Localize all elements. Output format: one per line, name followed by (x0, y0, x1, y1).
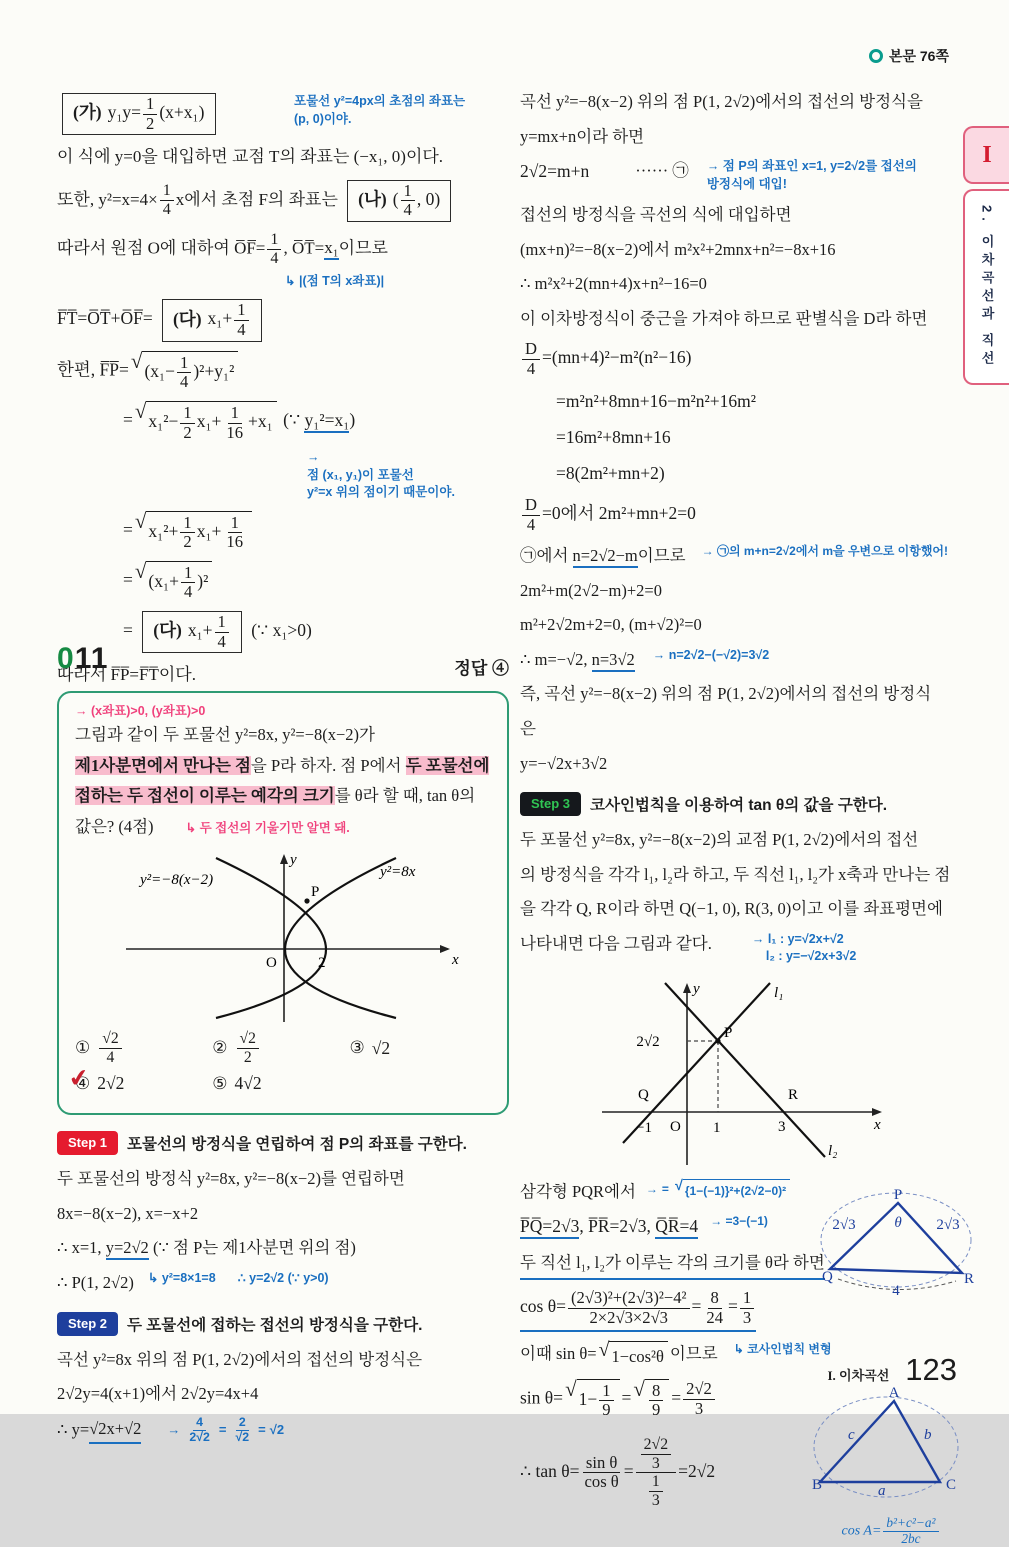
annotation-y-value: ↳ y²=8×1=8 ∴ y=2√2 (∵ y>0) (148, 1270, 329, 1288)
discriminant-line-4: =8(2m²+mn+2) (556, 462, 665, 483)
annotation-cosine-law: ↳ 코사인법칙 변형 (734, 1341, 832, 1358)
conclusion-line: 따라서 F̅P̅=F̅T̅이다. (57, 665, 196, 685)
annotation-xcoord: ↳ |(점 T의 x좌표)| (285, 273, 509, 291)
tangent-lines-diagram (590, 975, 900, 1170)
step1-section (57, 1131, 509, 1295)
step2-badge: Step 2 (57, 1312, 118, 1336)
fraction: $\frac{1}{16}$ (226, 512, 244, 552)
vertex-a-label: A (888, 1384, 900, 1401)
underlined-term: y=2√2 (106, 1238, 149, 1260)
fraction: $\frac{1}{4}$ (181, 564, 195, 602)
triangle-text (520, 1179, 842, 1370)
text-line: 이 이차방정식이 중근을 가져야 하므로 판별식을 D라 하면 (520, 308, 928, 328)
text-line: 두 포물선 y²=8x, y²=−8(x−2)의 교점 P(1, 2√2)에서의 접선 (520, 830, 919, 850)
vertex-c-label: C (946, 1476, 957, 1493)
y-axis-arrow-icon (280, 854, 288, 864)
text-line: 의 방정식을 각각 l₁, l₂라 하고, 두 직선 l₁, l₂가 x축과 만나는 점 (520, 864, 951, 884)
arrow-icon (167, 1420, 180, 1440)
text-line: 을 각각 Q, R이라 하면 Q(−1, 0), R(3, 0)이고 이를 좌표평면에 (520, 899, 943, 919)
fraction: $\frac{1}{2}$ (143, 95, 157, 133)
formula-row-na: 또한, y²=x=4× $\frac{1}{4}$ x에서 초점 F의 좌표는 (나) ( $\frac{1}{4}$ , 0) (57, 180, 509, 222)
text-line: y=−√2x+3√2 (520, 753, 608, 773)
vertex-r-label: R (964, 1270, 975, 1287)
underlined-term: n=3√2 (592, 650, 635, 672)
step1-header: Step 1 포물선의 방정식을 연립하여 점 P의 좌표를 구한다. (57, 1131, 509, 1157)
underlined-term: x₁ (324, 238, 338, 260)
annotation-slope: ↳ 두 접선의 기울기만 알면 돼. (186, 821, 350, 835)
statement-line-2: 제1사분면에서 만나는 점을 P라 하자. 점 P에서 두 포물선에 (75, 755, 490, 775)
text-line: y=mx+n이라 하면 (520, 126, 645, 146)
underlined-term: P̅Q̅=2√3 (520, 1216, 579, 1239)
discriminant-line-2: =m²n²+8mn+16−m²n²+16m² (556, 390, 757, 411)
x-axis-label: x (452, 952, 459, 969)
fraction: $\frac{8}{24}$ (706, 1288, 724, 1327)
choice-5: ⑤ 4√2 (212, 1073, 262, 1094)
radical: √ 1−cos²θ (599, 1341, 668, 1370)
choices-row-2 (75, 1070, 491, 1097)
choice-4-selected: ✔ ④ 2√2 (75, 1070, 212, 1097)
radical: √ (x₁+ $\frac{1}{4}$ )² (135, 561, 212, 602)
y-axis-label: y (693, 980, 700, 997)
annotation-qr-length: → =3−(−1) (710, 1213, 768, 1230)
right-curve-label: y²=8x (380, 864, 416, 881)
sin-tan-block (520, 1376, 972, 1547)
formula: (x+x₁) (159, 102, 205, 123)
tick-1-label: 1 (713, 1119, 721, 1136)
choice-1: ① √2 4 (75, 1030, 212, 1066)
choices-row-1 (75, 1030, 491, 1066)
fraction: $\frac{1}{2}$ (180, 404, 194, 442)
fraction: √2 4 (99, 1030, 121, 1066)
footer-page-number: 123 (905, 1352, 957, 1387)
da-label: (다) (153, 620, 182, 641)
l2-label: l₂ (828, 1142, 838, 1159)
step2-header: Step 2 두 포물선에 접하는 접선의 방정식을 구한다. (57, 1312, 509, 1338)
tangent-equation: ∴ tan θ= $\frac{\text{sin θ}}{\text{cos θ}}$ = $\frac{\frac{2√2}{3}}{\frac{1}{3}}$ =2√2 (520, 1436, 716, 1510)
answer-box-ga (62, 93, 216, 135)
footer-section-label: I. 이차곡선 (827, 1368, 890, 1383)
side-a-label: a (878, 1482, 886, 1499)
sin-tan-text (520, 1376, 823, 1510)
text-line: P̅Q̅=2√3, P̅R̅=2√3, Q̅R̅=4 → =3−(−1) (520, 1213, 842, 1240)
text-line: ∴ P(1, 2√2) ↳ y²=8×1=8 ∴ y=2√2 (∵ y>0) (57, 1270, 509, 1296)
x-axis-label: x (874, 1116, 881, 1133)
text-line: 이 식에 y=0을 대입하면 교점 T의 좌표는 (−x₁, 0)이다. (57, 147, 444, 167)
underlined-term: Q̅R̅=4 (655, 1216, 698, 1239)
right-column (520, 80, 975, 1547)
text-line: ∴ m=−√2, n=3√2 → n=2√2−(−√2)=3√2 (520, 647, 972, 673)
na-label: (나) (358, 188, 387, 209)
answer-box-da-2: (다) x₁+ $\frac{1}{4}$ (142, 611, 242, 653)
text-line: (mx+n)²=−8(x−2)에서 m²x²+2mnx+n²=−8x+16 (520, 239, 836, 259)
vertex-p-label: P (893, 1186, 903, 1203)
doc-reference-label: 본문 76쪽 (888, 48, 949, 64)
annotation-pq-length: → = √ {1−(−1)}²+(2√2−0)² (646, 1179, 792, 1201)
problem-header (57, 636, 509, 683)
ga-label: (가) (73, 102, 102, 123)
fp-line-0: 한편, F̅P̅= √ (x₁− $\frac{1}{4}$ )²+y₁² (57, 351, 509, 392)
fraction: $\frac{1}{4}$ (234, 301, 248, 339)
triangle-pqr-figure (816, 1187, 976, 1302)
annotation-slope-calc: → $\frac{4}{2√2}$ = $\frac{2}{√2}$ = √2 (167, 1416, 284, 1445)
fraction: $\frac{1}{4}$ (401, 182, 415, 220)
fraction: $\frac{1}{9}$ (599, 1382, 613, 1420)
text-line: 2√2y=4(x+1)에서 2√2y=4x+4 (57, 1384, 259, 1404)
tick-2-label: 2 (318, 955, 326, 972)
tick-3-label: 3 (778, 1118, 786, 1135)
problem-011-section (57, 636, 509, 1453)
point-r-label: R (788, 1086, 799, 1103)
point-p-dot (715, 1038, 720, 1043)
text-line: ∴ y= √2x+√2 → $\frac{4}{2√2}$ = $\frac{2}{√2}$ = √2 (57, 1416, 509, 1445)
step2-section (57, 1312, 509, 1445)
annotation-line-equations: → l₁ : y=√2x+√2 l₂ : y=−√2x+3√2 (752, 931, 857, 966)
text-line: 2√2=m+n ······ ㉠ → 점 P의 좌표인 x=1, y=2√2를 접선의 방정식에 대입! (520, 158, 972, 193)
point-p-label: P (311, 884, 320, 901)
triangle-abc-figure-wrap (806, 1384, 976, 1547)
parabola-diagram (98, 846, 468, 1024)
x-axis-arrow-icon (440, 945, 450, 953)
y-axis-arrow-icon (683, 983, 691, 993)
radical: √ {1−(−1)}²+(2√2−0)² (675, 1179, 790, 1201)
fraction: $\frac{1}{16}$ (226, 402, 244, 442)
fp-line-1: = √ x₁²− $\frac{1}{2}$ x₁+ $\frac{1}{16}$ +x₁ (∵ y₁²=x₁) (123, 398, 356, 442)
side-pq-label: 2√3 (832, 1216, 856, 1233)
choice-3: ③ √2 (349, 1037, 391, 1058)
radical: √ 1− $\frac{1}{9}$ (565, 1379, 619, 1420)
cosine-law-caption: cos A= $\frac{\text{b²+c²−a²}}{2bc}$ (806, 1516, 976, 1547)
step1-badge: Step 1 (57, 1131, 118, 1155)
fraction: $\frac{1}{4}$ (215, 613, 229, 651)
problem-number: 011 (57, 642, 109, 675)
statement-line-1: 그림과 같이 두 포물선 y²=8x, y²=−8(x−2)가 (75, 725, 375, 744)
choice-2: ② √2 2 (212, 1030, 349, 1066)
cosine-equation: cos θ= $\frac{\text{(2√3)²+(2√3)²−4²}}{2\times 2√3\times 2√3}$ = $\frac{8}{24}$ = $\frac{1}{3}$ (520, 1289, 842, 1332)
text-line: 곡선 y²=8x 위의 점 P(1, 2√2)에서의 접선의 방정식은 (57, 1349, 423, 1369)
step3-badge: Step 3 (520, 792, 581, 816)
text-line: 삼각형 PQR에서 → = √ {1−(−1)}²+(2√2−0)² (520, 1179, 842, 1205)
underlined-term: n=2√2−m (573, 546, 638, 568)
vertex-q-label: Q (822, 1268, 833, 1285)
point-q-label: Q (638, 1086, 649, 1103)
radical: √ (x₁− $\frac{1}{4}$ )²+y₁² (131, 351, 238, 392)
page-footer (827, 1352, 957, 1388)
sine-equation: sin θ= √ 1− $\frac{1}{9}$ = √ $\frac{8}{9}$ = $\frac{2√2}{3}$ (520, 1379, 820, 1420)
fraction: $\frac{1}{4}$ (177, 354, 191, 392)
formula-row-da: F̅T̅=O̅T̅+O̅F̅= (다) x₁+ $\frac{1}{4}$ (57, 299, 509, 341)
formula: y₁y= (107, 102, 142, 123)
fraction: $\frac{\text{(2√3)²+(2√3)²−4²}}{2\times 2√3\times 2√3}$ (568, 1289, 690, 1327)
point-p-dot (304, 898, 309, 903)
statement-line-3: 접하는 두 접선이 이루는 예각의 크기를 θ라 할 때, tan θ의 (75, 786, 476, 806)
answer-choices (75, 1030, 491, 1097)
fraction: $\frac{1}{2}$ (180, 514, 194, 552)
text-line: 따라서 원점 O에 대하여 O̅F̅= $\frac{1}{4}$ , O̅T̅=x₁이므로 (57, 230, 388, 267)
fraction: $\frac{2√2}{3}$ (641, 1436, 671, 1472)
annotation-substitute: → 점 P의 좌표인 x=1, y=2√2를 접선의 방정식에 대입! (707, 158, 925, 193)
formula-row-ga (57, 93, 509, 135)
radical: √ $\frac{8}{9}$ (633, 1379, 669, 1420)
y-axis-label: y (290, 852, 297, 869)
origin-label: O (266, 955, 277, 972)
fraction: $\frac{1}{3}$ (649, 1473, 663, 1509)
problem-statement (75, 720, 491, 842)
side-pr-label: 2√3 (936, 1216, 960, 1233)
text-line: m²+2√2m+2=0, (m+√2)²=0 (520, 615, 702, 635)
text-line: ∴ x=1, y=2√2 (∵ 점 P는 제1사분면 위의 점) (57, 1235, 509, 1261)
text-line: 나타내면 다음 그림과 같다. → l₁ : y=√2x+√2 l₂ : y=−√2x+3√2 (520, 931, 972, 966)
origin-label: O (670, 1118, 681, 1135)
fraction: $\frac{1}{3}$ (740, 1289, 754, 1327)
problem-box (57, 691, 509, 1116)
nested-fraction (636, 1436, 676, 1510)
l1-label: l₁ (774, 984, 784, 1001)
fraction: √2 2 (237, 1030, 259, 1066)
fraction: $\frac{\text{sin θ}}{\text{cos θ}}$ (584, 1452, 619, 1492)
vertex-b-label: B (812, 1476, 823, 1493)
text-line: ∴ m²x²+2(mn+4)x+n²−16=0 (520, 274, 707, 294)
side-b-label: b (924, 1426, 932, 1443)
fraction: $\frac{1}{4}$ (160, 182, 174, 219)
statement-line-4: 값은? (4점) ↳ 두 접선의 기울기만 알면 돼. (75, 812, 491, 843)
answer-label: 정답 ④ (454, 659, 509, 679)
fraction: $\frac{1}{4}$ (267, 231, 281, 268)
text-line: 두 포물선의 방정식 y²=8x, y²=−8(x−2)를 연립하면 (57, 1169, 405, 1189)
fraction: $\frac{\text{b²+c²−a²}}{2bc}$ (883, 1516, 938, 1547)
left-parabola-curve (216, 858, 326, 1018)
left-curve-label: y²=−8(x−2) (140, 872, 214, 889)
text-line: ㉠에서 n=2√2−m이므로 → ㉠의 m+n=2√2에서 m을 우변으로 이항했어! (520, 543, 972, 569)
annotation-on-parabola: → 점 (x₁, y₁)이 포물선 y²=x 위의 점이기 때문이야. (307, 449, 509, 502)
point-p-label: P (724, 1024, 733, 1041)
base-qr-label: 4 (892, 1282, 900, 1299)
underlined-term: y₁²=x₁ (304, 410, 349, 433)
text-line: 두 직선 l₁, l₂가 이루는 각의 크기를 θ라 하면 (520, 1250, 842, 1281)
equation-tag: ······ ㉠ (635, 161, 689, 181)
unit-badge: I (963, 126, 1009, 184)
side-c-label: c (848, 1426, 855, 1443)
line-l1 (623, 980, 770, 1143)
underlined-term: √2x+√2 (89, 1416, 141, 1445)
fp-line-2: = √ x₁²+ $\frac{1}{2}$ x₁+ $\frac{1}{16}$ (57, 511, 509, 552)
tick-neg1-label: −1 (636, 1119, 652, 1136)
triangle-abc-figure (806, 1384, 976, 1507)
radical: √ x₁²− $\frac{1}{2}$ x₁+ $\frac{1}{16}$ +x₁ (135, 401, 277, 442)
fraction: $\frac{8}{9}$ (649, 1382, 663, 1420)
target-circle-icon (869, 49, 883, 63)
text-line: 2m²+m(2√2−m)+2=0 (520, 580, 662, 600)
radical: √ x₁²+ $\frac{1}{2}$ x₁+ $\frac{1}{16}$ (135, 511, 252, 552)
left-column-top (57, 84, 509, 698)
chapter-label: 2. 이차곡선과 직선 (979, 205, 995, 370)
da-label: (다) (172, 308, 202, 329)
text-line: 8x=−8(x−2), x=−x+2 (57, 1203, 199, 1223)
theta-label: θ (894, 1214, 902, 1231)
step3-header: Step 3 코사인법칙을 이용하여 tan θ의 값을 구한다. (520, 792, 972, 818)
annotation-focus: 포물선 y²=4px의 초점의 좌표는 (p, 0)이야. (294, 94, 466, 126)
answer-box-na: (나) ( $\frac{1}{4}$ , 0) (347, 180, 451, 222)
fraction: $\frac{D}{4}$ (522, 340, 540, 378)
discriminant-line-1: $\frac{D}{4}$ =(mn+4)²−m²(n²−16) (520, 340, 972, 378)
fp-line-3: = √ (x₁+ $\frac{1}{4}$ )² (57, 561, 509, 602)
triangle-pqr-block (520, 1177, 975, 1370)
step3-section (520, 792, 975, 1547)
text-line: 은 (520, 719, 536, 738)
arrow-icon (646, 1180, 658, 1199)
fraction: $\frac{2√2}{3}$ (683, 1380, 715, 1418)
fraction: $\frac{2}{√2}$ (235, 1414, 250, 1444)
annotation-n-value: → n=2√2−(−√2)=3√2 (653, 647, 770, 665)
fraction: $\frac{4}{2√2}$ (189, 1414, 210, 1444)
text-line: 곡선 y²=−8(x−2) 위의 점 P(1, 2√2)에서의 접선의 방정식을 (520, 92, 923, 111)
answer-box-da: (다) x₁+ $\frac{1}{4}$ (162, 299, 262, 341)
fp-line-4: = (다) x₁+ $\frac{1}{4}$ (∵ x₁>0) (57, 611, 509, 653)
annotation-transpose: → ㉠의 m+n=2√2에서 m을 우변으로 이항했어! (702, 543, 948, 560)
discriminant-line-3: =16m²+8mn+16 (556, 426, 671, 447)
right-parabola-curve (285, 858, 396, 1018)
text-line: 접선의 방정식을 곡선의 식에 대입하면 (520, 205, 792, 225)
x-axis-arrow-icon (872, 1108, 882, 1116)
annotation-coords-positive: → (x좌표)>0, (y좌표)>0 (75, 703, 491, 721)
text-line: 이때 sin θ= √ 1−cos²θ 이므로 ↳ 코사인법칙 변형 (520, 1341, 842, 1370)
discriminant-zero-line: $\frac{D}{4}$ =0에서 2m²+mn+2=0 (520, 496, 972, 534)
doc-reference (869, 46, 949, 66)
tick-2sqrt2-label: 2√2 (636, 1033, 660, 1050)
fraction: $\frac{D}{4}$ (522, 496, 540, 534)
text-line: 즉, 곡선 y²=−8(x−2) 위의 점 P(1, 2√2)에서의 접선의 방정식 (520, 684, 932, 704)
